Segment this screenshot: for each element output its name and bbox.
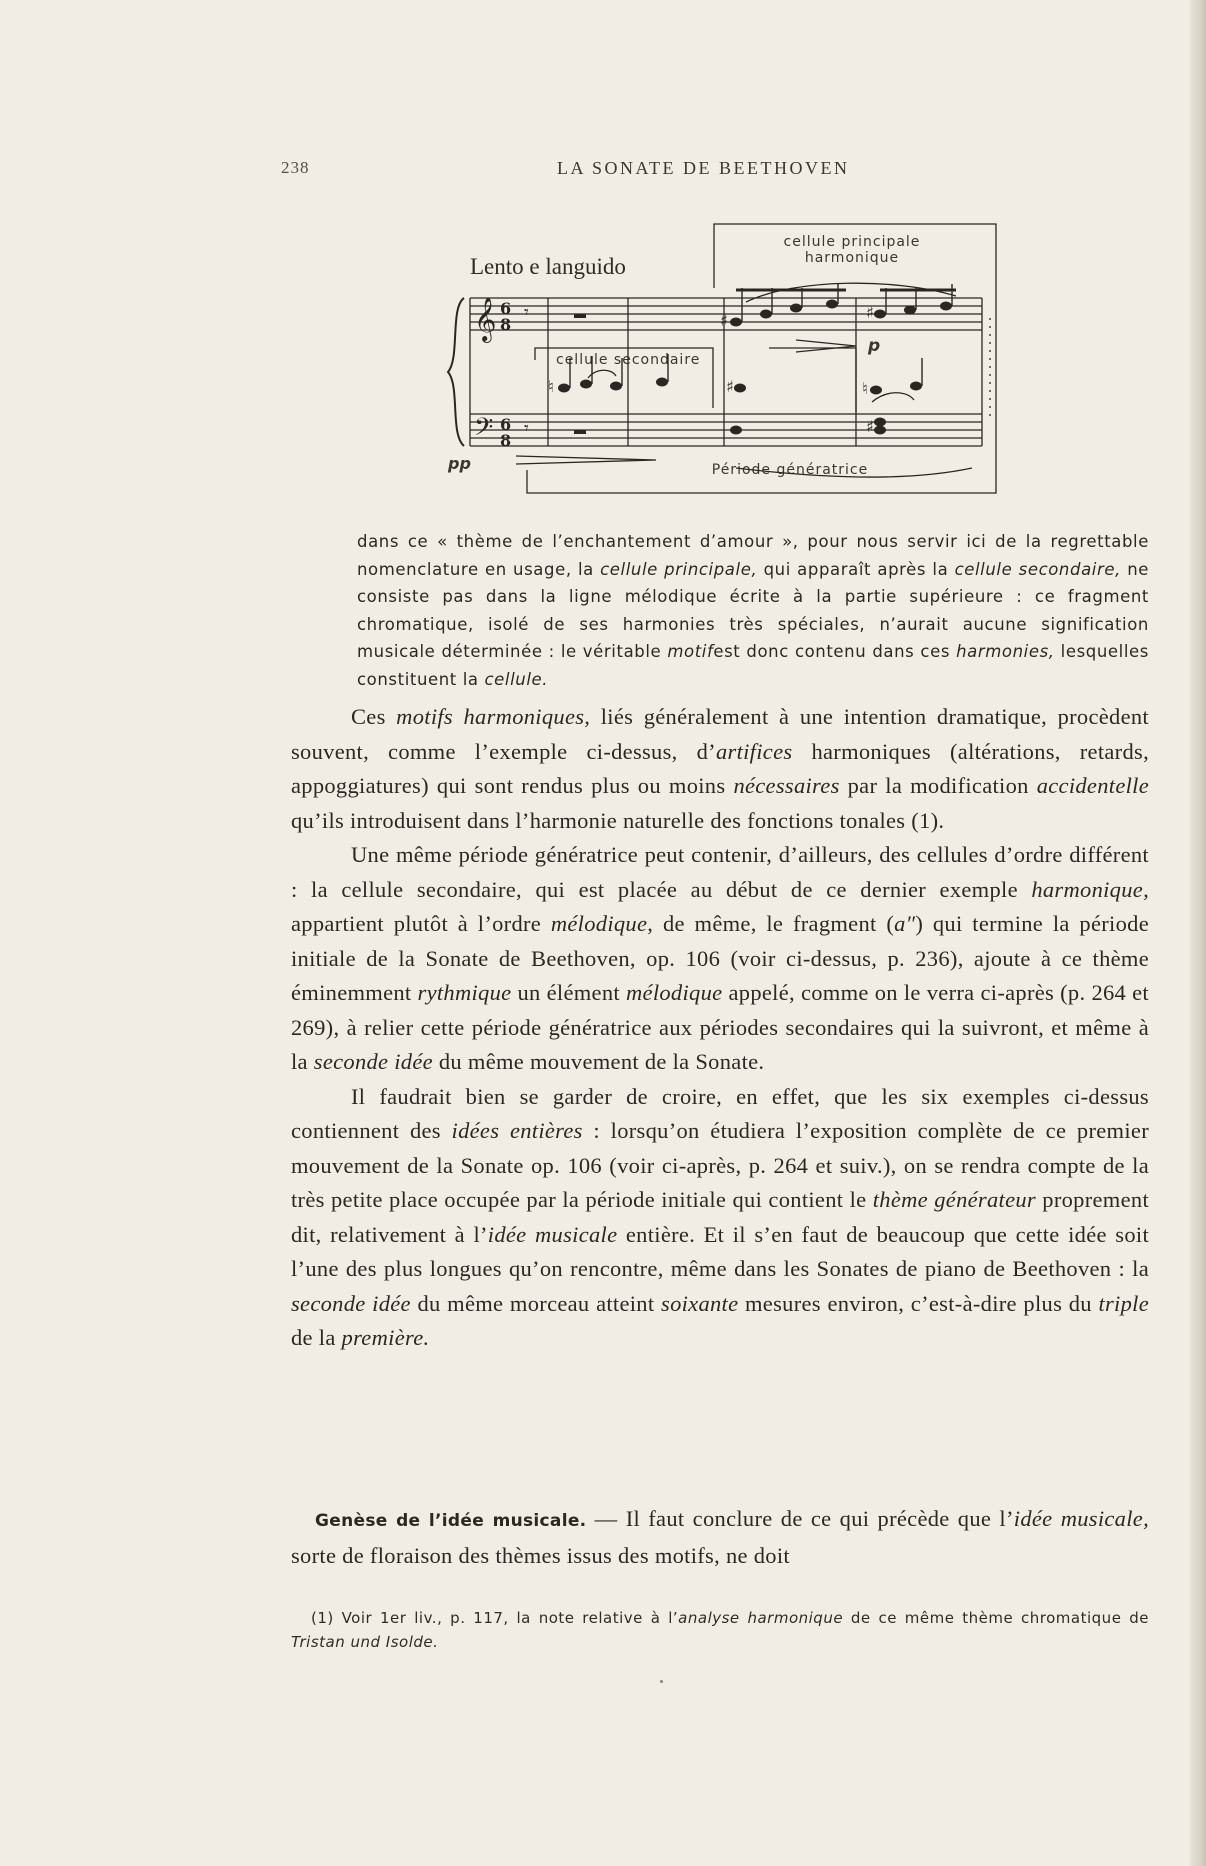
- secondary-cell-box: [535, 348, 856, 412]
- dynamic-piano: p: [868, 336, 881, 356]
- italic-span: rythmique: [417, 980, 512, 1005]
- bass-staff: [470, 414, 982, 446]
- page-number: 238: [281, 158, 310, 177]
- small-paragraph-text: [357, 528, 1149, 693]
- svg-text:♯: ♯: [726, 377, 734, 396]
- text-span: harmoniques (altérations, retards, appoggiatures) qui sont rendus plus ou moins: [291, 738, 1149, 798]
- text-span: , de même, le fragment (: [647, 911, 895, 936]
- italic-span: cellule.: [484, 669, 549, 689]
- text-span: appartient plutôt à l’ordre: [291, 911, 551, 936]
- italic-span: harmonies,: [956, 642, 1055, 661]
- italic-span: accidentelle: [1036, 773, 1149, 798]
- italic-span: analyse harmonique: [678, 1609, 844, 1627]
- text-span: est donc contenu dans ces: [713, 642, 957, 661]
- text-span: qui apparaît après la: [757, 559, 955, 579]
- italic-span: nécessaires: [733, 773, 840, 798]
- italic-span: soixante: [661, 1290, 739, 1316]
- text-span: : lorsqu’on étudiera l’exposition complète de ce premier mouvement de la Sonate op. 106 (voir ci-après, p. 264 et suiv.), on se rendra compte de la très petite place occupée par la période initiale qui contient le: [291, 1118, 1149, 1212]
- svg-text:6: 6: [500, 415, 512, 434]
- tempo-marking: Lento e languido: [470, 254, 626, 279]
- text-span: mesures environ, c’est-à-dire plus du: [738, 1290, 1099, 1316]
- svg-text:♮: ♮: [862, 379, 868, 398]
- svg-text:8: 8: [500, 315, 512, 334]
- text-span: proprement dit, relativement à l’: [291, 1187, 1149, 1247]
- running-head: [0, 158, 1206, 188]
- text-span: de la: [291, 1325, 342, 1350]
- text-span: Une même période génératrice peut contenir, d’ailleurs, des cellules d’ordre différent : la cellule secondaire, qui est placée au début de ce dernier exemple: [291, 842, 1149, 902]
- text-span: du même morceau atteint: [410, 1290, 662, 1316]
- text-span: Il faudrait bien se garder de croire, en effet, que les six exemples ci-dessus contiennent des: [291, 1083, 1149, 1143]
- svg-text:♯: ♯: [720, 311, 728, 330]
- italic-span: motifs harmoniques,: [396, 704, 591, 729]
- italic-span: cellule secondaire,: [954, 559, 1121, 579]
- italic-span: première.: [341, 1325, 430, 1350]
- svg-text:𝄞: 𝄞: [474, 297, 497, 341]
- text-span: un élément: [511, 980, 626, 1005]
- italic-span: artifices: [715, 738, 793, 764]
- paragraph-2: [291, 838, 1149, 1080]
- text-span: entière. Et il s’en faut de beaucoup que cette idée soit l’une des plus longues qu’on rencontre, même dans les Sonates de piano de Beethoven : la: [291, 1221, 1149, 1281]
- italic-span: harmonique,: [1031, 876, 1149, 902]
- svg-text:♯: ♯: [866, 417, 874, 436]
- footnote: [291, 1606, 1149, 1654]
- principal-cell-box: [527, 224, 996, 493]
- text-span: du même mouvement de la Sonate.: [432, 1049, 765, 1074]
- text-span: ne consiste pas dans la ligne mélodique écrite à la partie supérieure : ce fragment chromatique, isolé de ses harmonies très spéciales, n’aurait aucune signification musicale déterminée : le véritable: [357, 559, 1150, 661]
- page-edge-shadow: [1190, 0, 1206, 1866]
- print-mark: [660, 1680, 663, 1683]
- text-span: Ces: [351, 704, 397, 729]
- small-type-paragraph: [357, 528, 1149, 693]
- running-title: LA SONATE DE BEETHOVEN: [557, 158, 850, 178]
- svg-text:𝄾: 𝄾: [524, 302, 529, 323]
- text-span: qu’ils introduisent dans l’harmonie naturelle des fonctions tonales (1).: [291, 807, 945, 833]
- text-span: — Il faut conclure de ce qui précède que l’: [586, 1506, 1014, 1531]
- italic-span: triple: [1098, 1290, 1149, 1316]
- section-paragraph: [291, 1502, 1149, 1573]
- paragraph-3: [291, 1080, 1149, 1356]
- text-span: par la modification: [839, 773, 1037, 798]
- italic-span: motif: [667, 642, 714, 661]
- paragraph-1: [291, 700, 1149, 838]
- text-span: lesquelles constituent la: [357, 642, 1149, 689]
- label-principal-line1: cellule principale: [783, 234, 921, 250]
- italic-span: mélodique: [626, 980, 723, 1005]
- text-span: de ce même thème chromatique de: [843, 1609, 1149, 1627]
- text-span: appelé, comme on le verra ci-après (p. 264 et 269), à relier cette période génératrice aux périodes secondaires qui la suivront, et même à la: [291, 980, 1149, 1074]
- main-body-text: [291, 700, 1149, 1356]
- svg-text:𝄢: 𝄢: [474, 413, 494, 448]
- italic-span: a″: [894, 911, 916, 936]
- italic-span: mélodique: [550, 911, 648, 936]
- dynamic-pianissimo: pp: [448, 454, 471, 473]
- svg-text:𝄾: 𝄾: [524, 418, 529, 439]
- music-score-drawing: [436, 218, 1002, 500]
- italic-span: seconde idée: [291, 1290, 411, 1316]
- italic-span: seconde idée: [313, 1049, 433, 1074]
- music-score: [436, 218, 1002, 500]
- text-span: ) qui termine la période initiale de la Sonate de Beethoven, op. 106 (voir ci-dessus, p. 236), ajoute à ce thème éminemment: [291, 911, 1149, 1005]
- svg-text:6: 6: [500, 299, 512, 318]
- italic-span: idée musicale: [487, 1221, 618, 1247]
- label-generating-period: Période génératrice: [711, 462, 869, 478]
- section-heading: Genèse de l’idée musicale.: [315, 1511, 587, 1531]
- text-span: sorte de floraison des thèmes issus des motifs, ne doit: [291, 1542, 790, 1568]
- label-principal-line2: harmonique: [804, 250, 900, 266]
- italic-span: cellule principale,: [600, 559, 758, 579]
- text-span: liés généralement à une intention dramatique, procèdent souvent, comme l’exemple ci-dessus, d’: [291, 704, 1149, 764]
- italic-span: idée musicale,: [1013, 1506, 1149, 1531]
- italic-span: thème générateur: [872, 1187, 1036, 1212]
- text-span: dans ce « thème de l’enchantement d’amour », pour nous servir ici de la regrettable nomenclature en usage, la: [357, 532, 1149, 579]
- italic-span: idées entières: [451, 1118, 583, 1143]
- italic-span: Tristan und Isolde.: [291, 1633, 439, 1651]
- text-span: (1) Voir 1er liv., p. 117, la note relative à l’: [311, 1609, 679, 1627]
- svg-text:♮: ♮: [548, 377, 554, 396]
- svg-text:8: 8: [500, 431, 512, 450]
- label-secondary-cell: cellule secondaire: [556, 352, 701, 368]
- svg-text:♯: ♯: [866, 303, 874, 322]
